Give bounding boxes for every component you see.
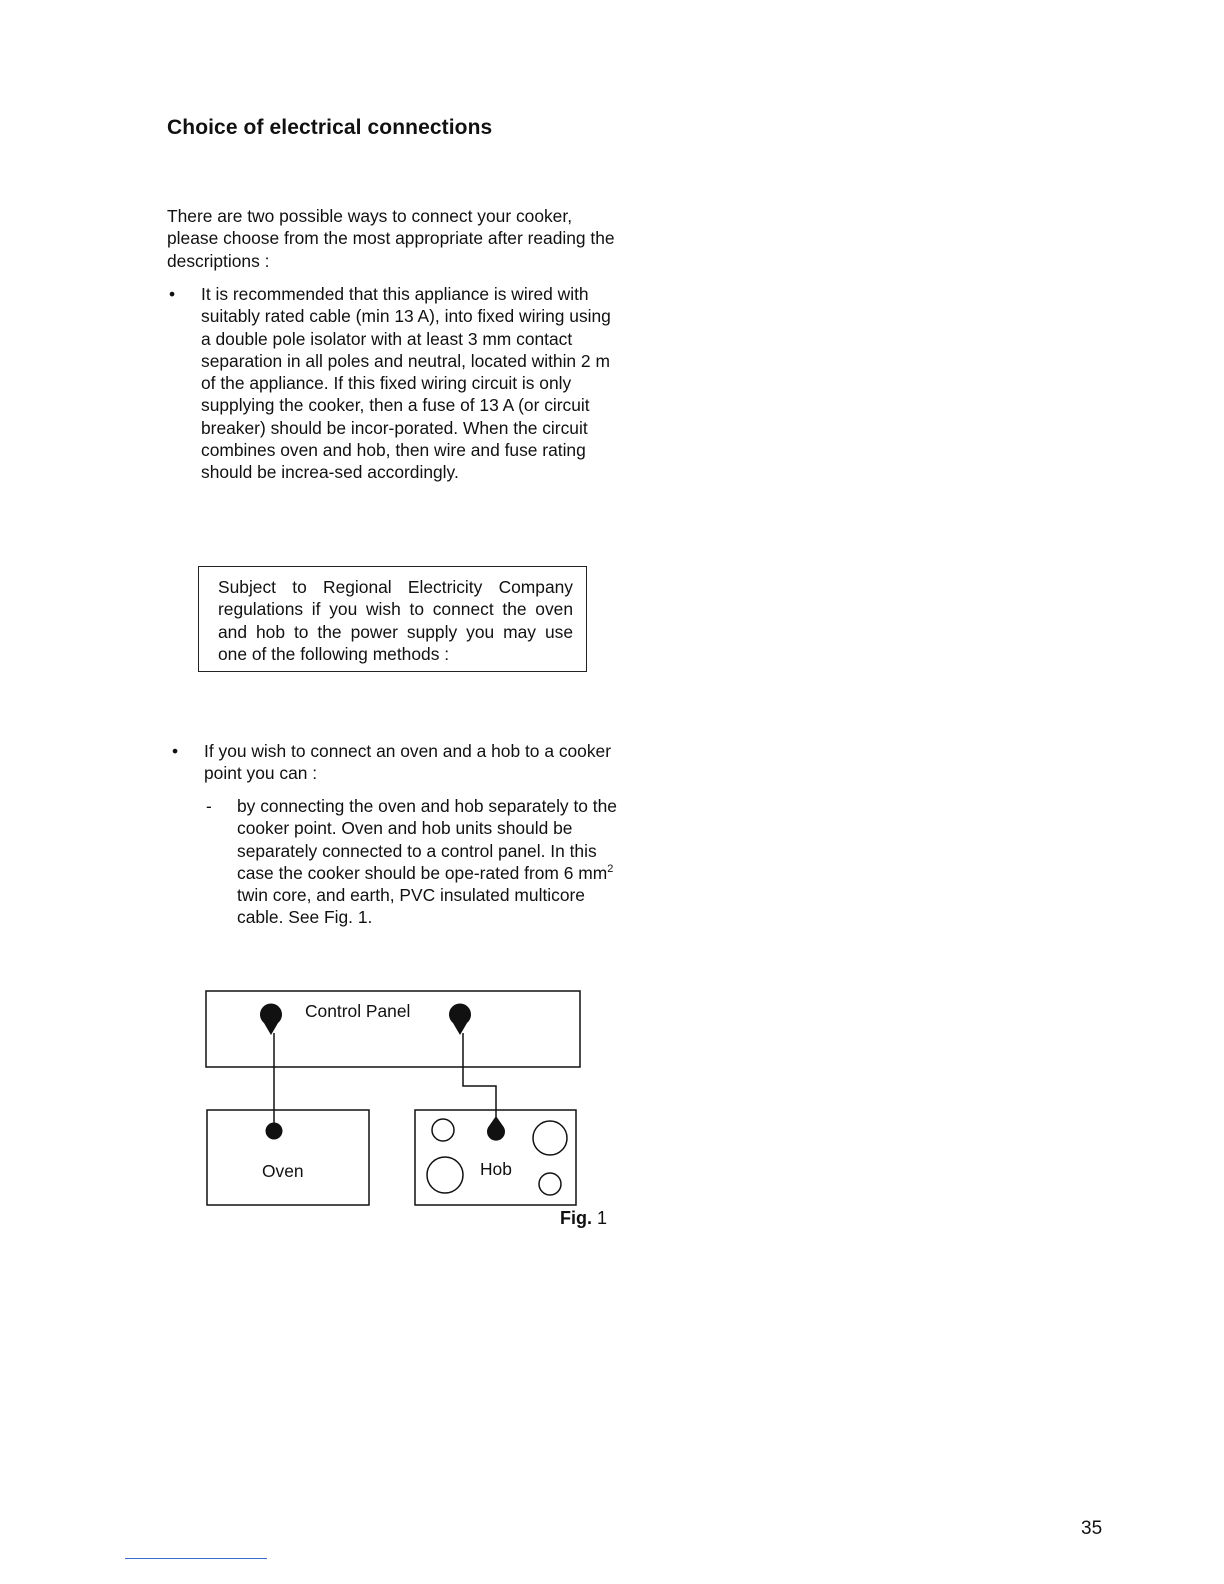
intro-paragraph: There are two possible ways to connect your cooker, please choose from the most appropriate after reading the descriptions : [167, 206, 615, 271]
oven-hob-connection-intro: If you wish to connect an oven and a hob to a cooker point you can : [204, 741, 612, 784]
fixed-wiring-recommendation: It is recommended that this appliance is wired with suitably rated cable (min 13 A), into fixed wiring using a double pole isolator with at least 3 mm contact separation in all poles and neutral, located within 2 m of the appliance. If this fixed wiring circuit is only supplying the cooker, then a fuse of 13 A (or circuit breaker) should be incor-porated. When the circuit combines oven and hob, then wire and fuse rating should be increa-sed accordingly. [201, 284, 611, 483]
oven-label: Oven [262, 1161, 304, 1181]
hob-connector-dot [487, 1116, 505, 1141]
method-text-part2: twin core, and earth, PVC insulated multicore cable. See Fig. 1. [237, 885, 585, 928]
control-panel-label: Control Panel [305, 1001, 411, 1021]
figure-caption-label: Fig. [560, 1208, 592, 1228]
oven-connector-dot [266, 1123, 283, 1140]
oven-box [207, 1110, 369, 1205]
hob-burner-large-right [533, 1121, 567, 1155]
superscript-2: 2 [607, 863, 614, 876]
bullet-marker: • [169, 284, 176, 304]
regulation-notice-text: Subject to Regional Electricity Company regulations if you wish to connect the oven and hob to the power supply you may use one of the following methods : [218, 577, 573, 664]
section-title: Choice of electrical connections [167, 116, 493, 139]
dash-marker: - [206, 796, 212, 816]
right-connector-dot [449, 1004, 471, 1035]
wiring-diagram-fig1 [195, 985, 595, 1225]
hob-label: Hob [480, 1159, 512, 1179]
hob-burner-large-left [427, 1157, 463, 1193]
regulation-notice-box [198, 566, 587, 672]
hob-cable [463, 1033, 496, 1117]
left-connector-dot [260, 1004, 282, 1035]
hob-burner-small-top [432, 1119, 454, 1141]
method-text-part1: by connecting the oven and hob separately to the cooker point. Oven and hob units should be separately connected to a control panel. In this case the cooker should be ope-rated from 6 mm [237, 796, 617, 883]
bullet-marker: • [172, 741, 179, 761]
bottom-divider [125, 1558, 267, 1559]
hob-burner-small-bottom [539, 1173, 561, 1195]
figure-caption [560, 1208, 607, 1229]
figure-caption-number: 1 [597, 1208, 608, 1228]
page-number: 35 [1081, 1518, 1103, 1539]
separate-connection-method [237, 795, 622, 929]
